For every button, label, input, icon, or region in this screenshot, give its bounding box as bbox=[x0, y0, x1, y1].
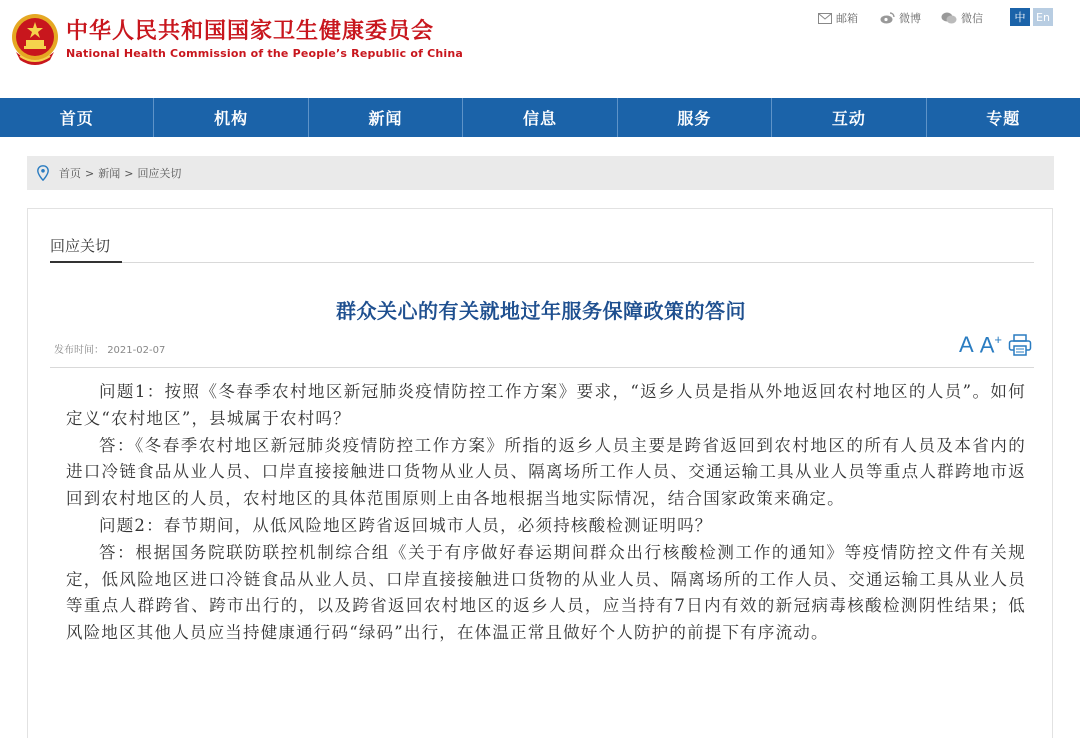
section-tab[interactable]: 回应关切 bbox=[50, 237, 111, 255]
nav-item-home[interactable]: 首页 bbox=[0, 98, 154, 137]
article-tools bbox=[959, 333, 1032, 356]
nav-item-topics[interactable]: 专题 bbox=[986, 109, 1021, 128]
content-panel bbox=[27, 208, 1053, 738]
nav-item-information[interactable]: 信息 bbox=[463, 98, 617, 137]
site-subtitle: National Health Commission of the People’s Republic of China bbox=[66, 47, 464, 60]
share-wechat-link[interactable] bbox=[941, 10, 983, 26]
publish-date-value: 2021-02-07 bbox=[107, 345, 166, 356]
font-increase-label: A bbox=[979, 332, 995, 358]
article-paragraph: 答：《冬春季农村地区新冠肺炎疫情防控工作方案》所指的返乡人员主要是跨省返回到农村地区的所有人员及本省内的进口冷链食品从业人员、口岸直接接触进口货物从业人员、隔离场所工作人员、交通运输工具从业人员等重点人群跨地市返回到农村地区的人员，农村地区的具体范围原则上由各地根据当地实际情况，结合国家政策来确定。 bbox=[66, 435, 1026, 509]
article-paragraph: 问题1：按照《冬春季农村地区新冠肺炎疫情防控工作方案》要求，“返乡人员是指从外地返回农村地区的人员”。如何定义“农村地区”，县城属于农村吗？ bbox=[66, 382, 1026, 428]
article-body bbox=[66, 379, 1026, 647]
breadcrumb-separator: > bbox=[85, 166, 95, 180]
nav-item-services[interactable]: 服务 bbox=[618, 98, 772, 137]
lang-zh-button[interactable]: 中 bbox=[1010, 8, 1030, 26]
share-mail-label: 邮箱 bbox=[836, 12, 858, 25]
breadcrumb-current[interactable]: 回应关切 bbox=[137, 167, 182, 180]
article-title: 群众关心的有关就地过年服务保障政策的答问 bbox=[336, 299, 746, 323]
site-header bbox=[0, 0, 1080, 98]
share-weibo-label: 微博 bbox=[899, 12, 921, 25]
share-mail-link[interactable] bbox=[818, 10, 858, 26]
article-divider bbox=[50, 367, 1034, 368]
national-emblem-icon[interactable] bbox=[10, 12, 60, 66]
breadcrumb-separator: > bbox=[124, 166, 134, 180]
nav-item-organization[interactable]: 机构 bbox=[154, 98, 308, 137]
breadcrumb-news-link[interactable]: 新闻 bbox=[98, 167, 121, 180]
share-weibo-link[interactable] bbox=[880, 10, 921, 26]
mail-icon bbox=[818, 13, 832, 24]
main-nav bbox=[0, 98, 1080, 137]
wechat-icon bbox=[941, 12, 957, 24]
breadcrumb-home-link[interactable]: 首页 bbox=[59, 167, 81, 180]
location-pin-icon bbox=[37, 165, 49, 181]
lang-en-button[interactable]: En bbox=[1033, 8, 1053, 26]
nav-item-news[interactable]: 新闻 bbox=[309, 98, 463, 137]
font-decrease-button[interactable] bbox=[959, 334, 974, 356]
weibo-icon bbox=[880, 12, 895, 24]
article-paragraph: 问题2：春节期间，从低风险地区跨省返回城市人员，必须持核酸检测证明吗？ bbox=[99, 515, 713, 535]
font-decrease-label: A bbox=[959, 332, 974, 358]
print-icon[interactable] bbox=[1008, 334, 1032, 356]
publish-date bbox=[54, 341, 165, 356]
breadcrumb bbox=[27, 156, 1054, 190]
article-paragraph: 答：根据国务院联防联控机制综合组《关于有序做好春运期间群众出行核酸检测工作的通知》等疫情防控文件有关规定，低风险地区进口冷链食品从业人员、口岸直接接触进口货物的从业人员、隔离场所的工作人员、交通运输工具从业人员等重点人群跨省、跨市出行的，以及跨省返回农村地区的返乡人员，应当持有7日内有效的新冠病毒核酸检测阴性结果；低风险地区其他人员应当持健康通行码“绿码”出行，在体温正常且做好个人防护的前提下有序流动。 bbox=[66, 542, 1026, 643]
section-tab-underline bbox=[50, 261, 122, 263]
nav-item-interaction[interactable]: 互动 bbox=[772, 98, 926, 137]
font-increase-sup: + bbox=[994, 332, 1002, 347]
font-increase-button[interactable] bbox=[980, 333, 1002, 356]
share-wechat-label: 微信 bbox=[961, 12, 983, 25]
publish-date-label: 发布时间： bbox=[54, 345, 104, 356]
site-title[interactable]: 中华人民共和国国家卫生健康委员会 bbox=[66, 19, 435, 44]
section-divider bbox=[50, 262, 1034, 263]
